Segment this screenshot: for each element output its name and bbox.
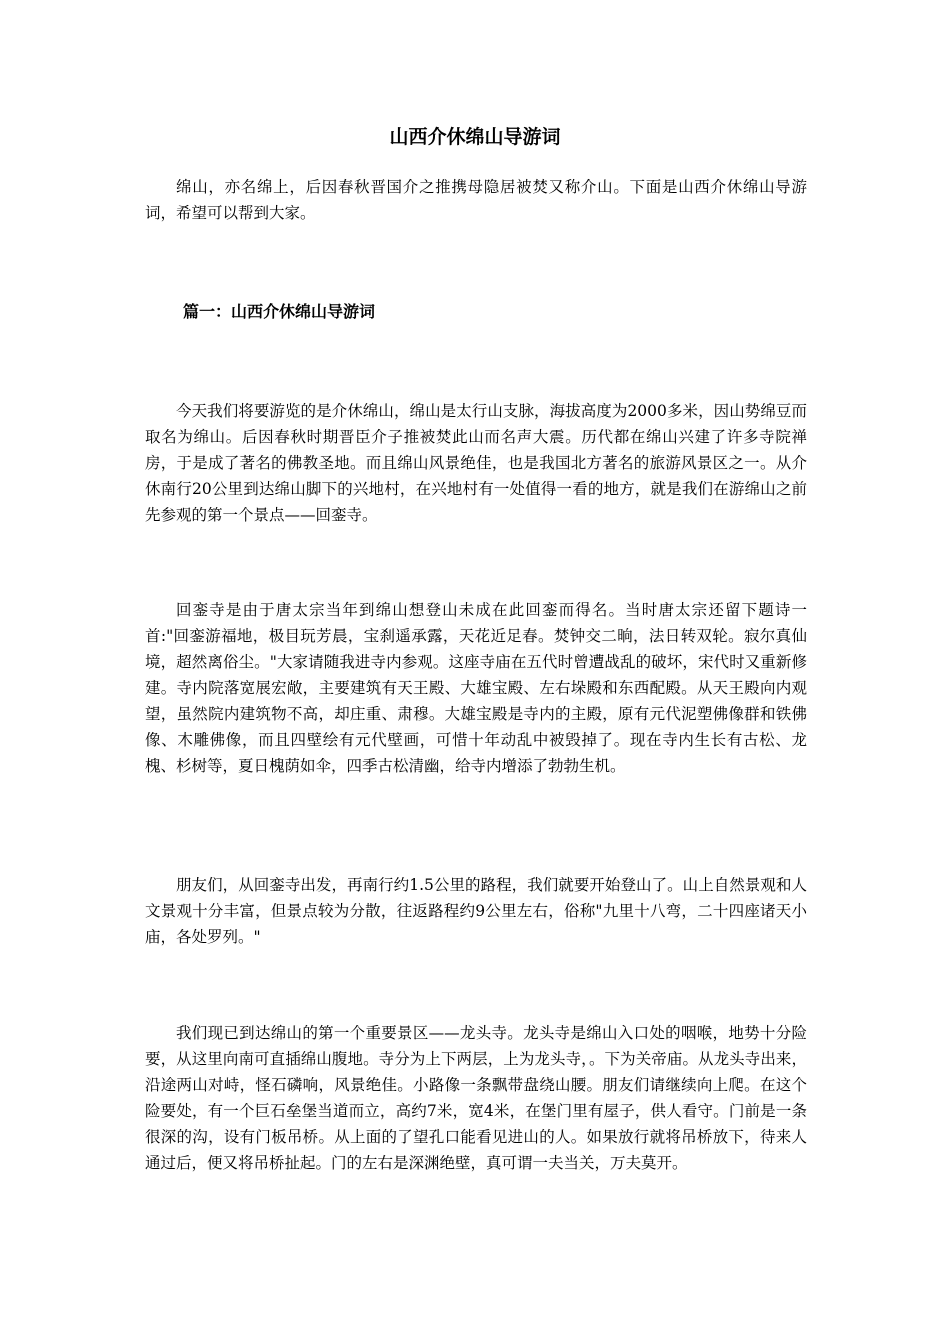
intro-paragraph: 绵山，亦名绵上，后因春秋晋国介之推携母隐居被焚又称介山。下面是山西介休绵山导游词，希望可以帮到大家。: [145, 178, 807, 222]
body-paragraph: 回銮寺是由于唐太宗当年到绵山想登山未成在此回銮而得名。当时唐太宗还留下题诗一首:"回銮游福地，极目玩芳晨，宝刹遥承露，天花近足春。焚钟交二晌，法日转双轮。寂尔真仙境，超然离俗尘。"大家请随我进寺内参观。这座寺庙在五代时曾遭战乱的破坏，宋代时又重新修建。寺内院落宽展宏敞，主要建筑有天王殿、大雄宝殿、左右垛殿和东西配殿。从天王殿向内观望，虽然院内建筑物不高，却庄重、肃穆。大雄宝殿是寺内的主殿，原有元代泥塑佛像群和铁佛像、木雕佛像，而且四壁绘有元代壁画，可惜十年动乱中被毁掉了。现在寺内生长有古松、龙槐、杉树等，夏日槐荫如伞，四季古松清幽，给寺内增添了勃勃生机。: [145, 601, 807, 775]
body-paragraph: 我们现已到达绵山的第一个重要景区——龙头寺。龙头寺是绵山入口处的咽喉，地势十分险要，从这里向南可直插绵山腹地。寺分为上下两层，上为龙头寺，。下为关帝庙。从龙头寺出来，沿途两山对峙，怪石磷响，风景绝佳。小路像一条飘带盘绕山腰。朋友们请继续向上爬。在这个险要处，有一个巨石垒堡当道而立，高约7米，宽4米，在堡门里有屋子，供人看守。门前是一条很深的沟，设有门板吊桥。从上面的了望孔口能看见进山的人。如果放行就将吊桥放下，待来人通过后，便又将吊桥扯起。门的左右是深渊绝壁，真可谓一夫当关，万夫莫开。: [145, 1024, 807, 1172]
section-heading: 篇一：山西介休绵山导游词: [183, 302, 376, 321]
document-title: 山西介休绵山导游词: [389, 126, 561, 148]
body-paragraph: 朋友们，从回銮寺出发，再南行约1.5公里的路程，我们就要开始登山了。山上自然景观和人文景观十分丰富，但景点较为分散，往返路程约9公里左右，俗称"九里十八弯，二十四座诸天小庙，各处罗列。": [145, 876, 807, 946]
body-paragraph: 今天我们将要游览的是介休绵山，绵山是太行山支脉，海拔高度为2000多米，因山势绵豆而取名为绵山。后因春秋时期晋臣介子推被焚此山而名声大震。历代都在绵山兴建了许多寺院禅房，于是成了著名的佛教圣地。而且绵山风景绝佳，也是我国北方著名的旅游风景区之一。从介休南行20公里到达绵山脚下的兴地村，在兴地村有一处值得一看的地方，就是我们在游绵山之前先参观的第一个景点——回銮寺。: [145, 402, 807, 524]
